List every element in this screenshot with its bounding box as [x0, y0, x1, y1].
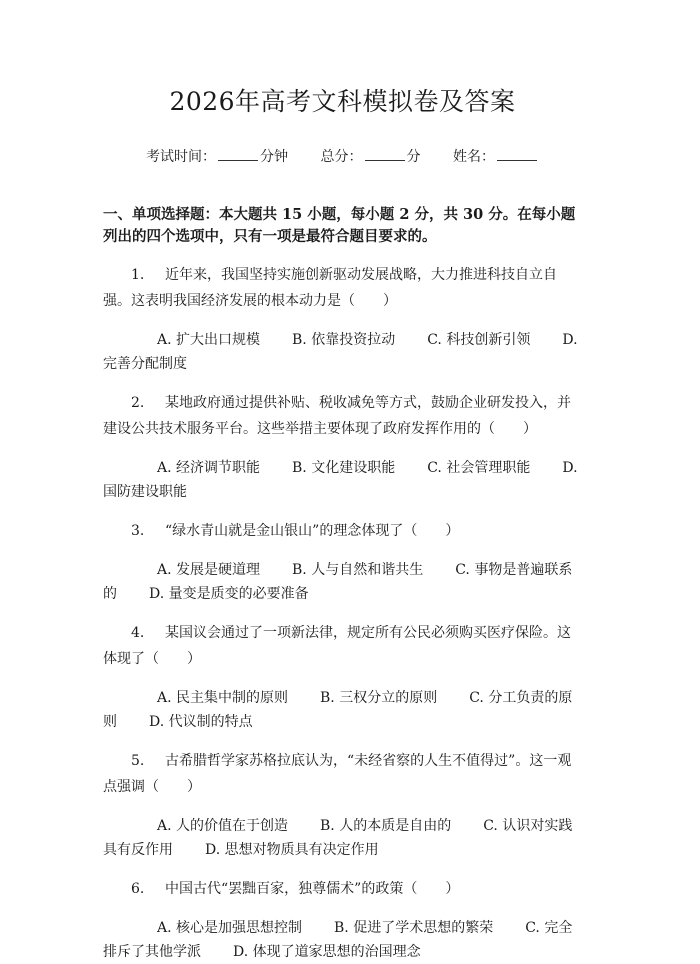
time-field	[146, 146, 288, 166]
option-b[interactable]: B. 人与自然和谐共生	[292, 562, 424, 578]
name-label: 姓名：	[452, 149, 495, 165]
option-c[interactable]: C. 完全排斥了其他学派	[103, 920, 573, 960]
question-number: 5.	[131, 753, 145, 769]
question-options	[103, 558, 582, 606]
option-b[interactable]: B. 依靠投资拉动	[292, 332, 396, 348]
option-b[interactable]: B. 人的本质是自由的	[320, 818, 452, 834]
question-options	[103, 686, 582, 734]
option-d[interactable]: D. 完善分配制度	[103, 332, 578, 372]
option-b[interactable]: B. 三权分立的原则	[320, 690, 438, 706]
question-number: 6.	[131, 881, 145, 897]
question-5	[103, 748, 582, 800]
time-unit: 分钟	[260, 149, 289, 165]
section-heading: 一、单项选择题：本大题共 15 小题，每小题 2 分，共 30 分。在每小题列出的四个选项中，只有一项是最符合题目要求的。	[103, 206, 576, 245]
question-number: 3.	[131, 523, 145, 539]
question-stem: 中国古代“罢黜百家，独尊儒术”的政策（ ）	[165, 881, 460, 897]
question-number: 4.	[131, 625, 145, 641]
time-label: 考试时间：	[146, 149, 217, 165]
option-d[interactable]: D. 代议制的特点	[149, 714, 253, 730]
time-blank	[218, 148, 258, 161]
score-field	[321, 146, 421, 166]
option-c[interactable]: C. 分工负责的原则	[103, 690, 573, 730]
question-stem: 古希腊哲学家苏格拉底认为，“未经省察的人生不值得过”。这一观点强调（ ）	[103, 753, 572, 795]
question-1	[103, 262, 582, 314]
question-options	[103, 328, 582, 376]
question-number: 1.	[131, 267, 145, 283]
name-field	[453, 146, 539, 166]
option-c[interactable]: C. 社会管理职能	[427, 460, 531, 476]
option-a[interactable]: A. 经济调节职能	[157, 460, 261, 476]
option-c[interactable]: C. 科技创新引领	[427, 332, 531, 348]
question-options	[103, 814, 582, 862]
option-d[interactable]: D. 国防建设职能	[103, 460, 578, 500]
question-list	[103, 262, 582, 964]
option-d[interactable]: D. 思想对物质具有决定作用	[205, 842, 379, 858]
option-d[interactable]: D. 体现了道家思想的治国理念	[233, 944, 421, 960]
option-a[interactable]: A. 发展是硬道理	[157, 562, 261, 578]
question-stem: 某国议会通过了一项新法律，规定所有公民必须购买医疗保险。这体现了（ ）	[103, 625, 571, 667]
score-label: 总分：	[320, 149, 363, 165]
score-unit: 分	[406, 149, 421, 165]
option-a[interactable]: A. 人的价值在于创造	[157, 818, 289, 834]
option-d[interactable]: D. 量变是质变的必要准备	[149, 586, 309, 602]
option-a[interactable]: A. 扩大出口规模	[157, 332, 261, 348]
question-6	[103, 876, 582, 902]
question-number: 2.	[131, 395, 145, 411]
question-3	[103, 518, 582, 544]
exam-meta	[103, 146, 582, 166]
name-blank	[497, 148, 537, 161]
option-a[interactable]: A. 民主集中制的原则	[157, 690, 289, 706]
question-4	[103, 620, 582, 672]
question-stem: 某地政府通过提供补贴、税收减免等方式，鼓励企业研发投入，并建设公共技术服务平台。这些举措主要体现了政府发挥作用的（ ）	[103, 395, 571, 437]
question-stem: 近年来，我国坚持实施创新驱动发展战略，大力推进科技自立自强。这表明我国经济发展的根本动力是（ ）	[103, 267, 557, 309]
question-options	[103, 916, 582, 964]
question-options	[103, 456, 582, 504]
option-a[interactable]: A. 核心是加强思想控制	[157, 920, 303, 936]
option-b[interactable]: B. 文化建设职能	[292, 460, 396, 476]
question-2	[103, 390, 582, 442]
option-c[interactable]: C. 认识对实践具有反作用	[103, 818, 573, 858]
score-blank	[365, 148, 405, 161]
option-c[interactable]: C. 事物是普遍联系的	[103, 562, 573, 602]
question-stem: “绿水青山就是金山银山”的理念体现了（ ）	[165, 523, 460, 539]
page-title: 2026年高考文科模拟卷及答案	[169, 87, 516, 116]
option-b[interactable]: B. 促进了学术思想的繁荣	[334, 920, 494, 936]
